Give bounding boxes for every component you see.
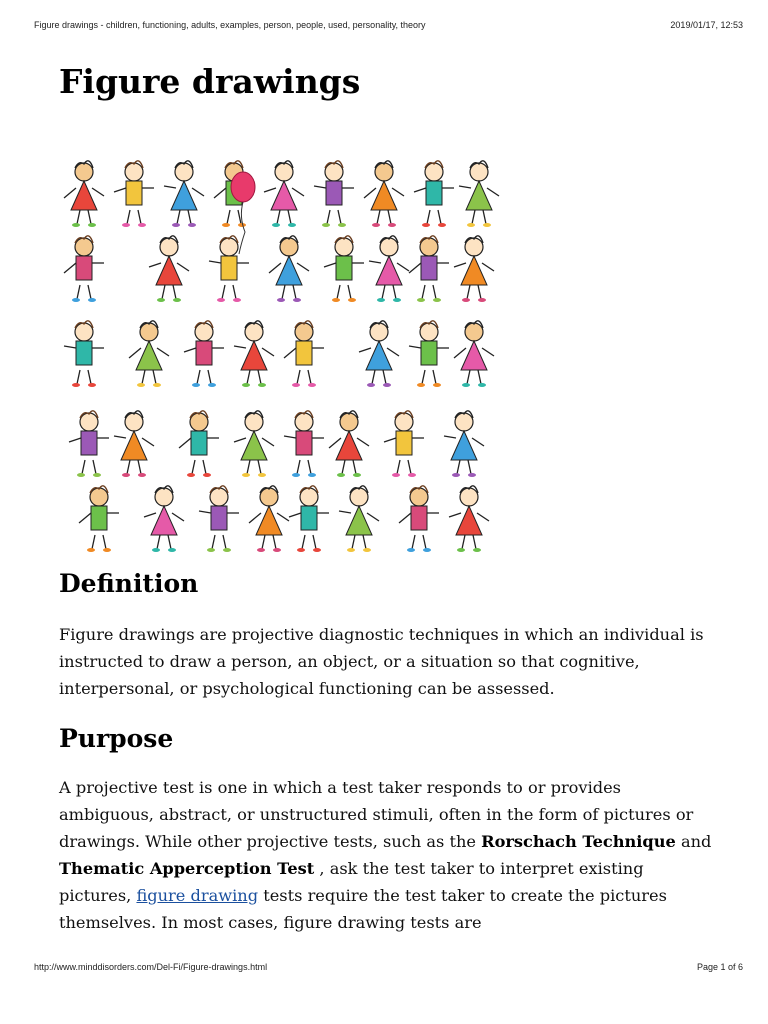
stick-figure [324,236,364,302]
page-title: Figure drawings [59,62,361,101]
stick-figure [264,161,304,227]
stick-figure [289,486,329,552]
stick-figure [234,321,274,387]
stick-figure [234,411,274,477]
stick-figure [454,321,494,387]
stick-figure [79,486,119,552]
purpose-text-4: tests require the test taker to create the pictures themselves. In most cases, figure drawing tests are [59,886,667,932]
stick-figure [359,321,399,387]
stick-figure [114,161,154,227]
print-footer-page: Page 1 of 6 [696,962,743,972]
stick-figure [284,411,324,477]
stick-figure [114,411,154,477]
definition-text: Figure drawings are projective diagnostic techniques in which an individual is instructed to draw a person, an object, or a situation so that cognitive, interpersonal, or psychological functioning can be assessed. [59,625,704,698]
stick-figure [444,411,484,477]
stick-figure [64,236,104,302]
stick-figure [329,411,369,477]
purpose-text-3: , ask the test taker to interpret existing pictures, [59,859,644,905]
print-header-title: Figure drawings - children, functioning, adults, examples, person, people, used, personality, theory [34,20,426,30]
stick-figure [184,321,224,387]
thematic-apperception-test-term: Thematic Apperception Test [59,859,315,878]
stick-figure [314,161,354,227]
stick-figure [164,161,204,227]
stick-figure [179,411,219,477]
stick-figure [369,236,409,302]
figure-drawing-link[interactable]: figure drawing [136,886,259,905]
stick-figure [284,321,324,387]
stick-figures-illustration [59,145,504,555]
stick-figure [199,486,239,552]
purpose-text-1: A projective test is one in which a test taker responds to or provides ambiguous, abstract, or unstructured stimuli, often in the form of pictures or drawings. While other projective tests, such as the [59,778,694,851]
balloon [231,172,255,202]
stick-figure [269,236,309,302]
stick-figure [129,321,169,387]
definition-heading: Definition [59,569,199,598]
stick-figure [409,321,449,387]
stick-figure [64,321,104,387]
stick-figure [459,161,499,227]
stick-figures-image [59,145,504,555]
purpose-text-2: and [675,832,712,851]
stick-figure [364,161,404,227]
stick-figure [64,161,104,227]
stick-figure [454,236,494,302]
stick-figure [69,411,109,477]
print-footer-url: http://www.minddisorders.com/Del-Fi/Figure-drawings.html [34,962,268,972]
article [59,62,719,932]
stick-figure [409,236,449,302]
stick-figure [249,486,289,552]
stick-figure [414,161,454,227]
stick-figure [399,486,439,552]
stick-figure [144,486,184,552]
purpose-text [59,774,719,936]
rorschach-technique-term: Rorschach Technique [481,832,676,851]
stick-figure [449,486,489,552]
stick-figure [149,236,189,302]
balloon-string [239,202,245,254]
stick-figure [384,411,424,477]
stick-figure [209,236,249,302]
stick-figure [339,486,379,552]
purpose-heading: Purpose [59,724,174,753]
print-header-timestamp: 2019/01/17, 12:53 [670,20,743,30]
